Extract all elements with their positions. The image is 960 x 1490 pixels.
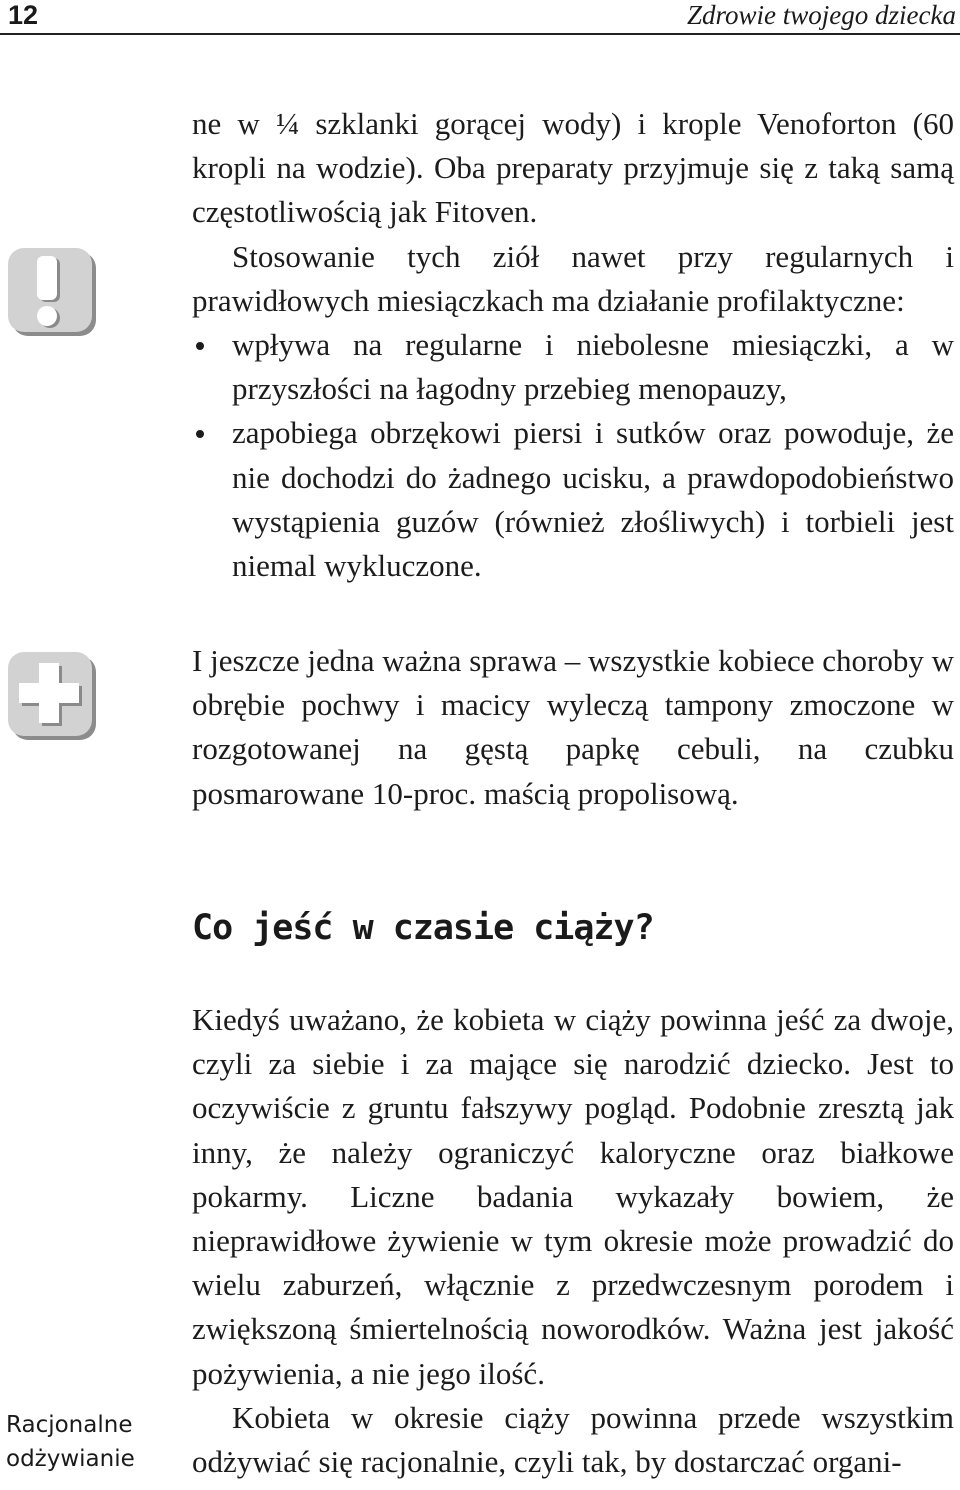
- list-item-text: zapobiega obrzękowi piersi i sutków oraz powoduje, że nie dochodzi do żadnego ucisku, a prawdopodobieństwo wystąpienia guzów (również złośliwych) i torbieli jest niemal wykluczone.: [232, 415, 954, 584]
- exclamation-icon: [6, 246, 94, 334]
- bullet-icon: [196, 430, 204, 438]
- text-block-2: [192, 639, 954, 816]
- header-rule: [0, 33, 960, 35]
- paragraph: I jeszcze jedna ważna sprawa – wszystkie kobiece choroby w obrębie pochwy i macicy wyleczą tampony zmoczone w rozgotowanej na gęstą papkę cebuli, na czubku posmarowane 10-proc. maścią propolisową.: [192, 643, 954, 811]
- list-item: [192, 411, 954, 588]
- list-item-text: wpływa na regularne i niebolesne miesiączki, a w przyszłości na łagodny przebieg menopauzy,: [232, 327, 954, 407]
- text-block-1: [192, 102, 954, 588]
- bullet-icon: [196, 342, 204, 350]
- running-title: Zdrowie twojego dziecka: [687, 0, 956, 30]
- paragraph: Stosowanie tych ziół nawet przy regularnych i prawidłowych miesiączkach ma działanie profilaktyczne:: [192, 238, 954, 318]
- section-heading: Co jeść w czasie ciąży?: [192, 908, 654, 948]
- plus-icon: [6, 650, 94, 738]
- margin-note: Racjonalne odżywianie: [6, 1412, 135, 1472]
- text-block-3: [192, 998, 954, 1484]
- list-item: [192, 323, 954, 411]
- page-number: 12: [8, 0, 39, 30]
- paragraph: ne w ¼ szklanki gorącej wody) i krople Venoforton (60 kropli na wodzie). Oba preparaty przyjmuje się z taką samą częstotliwością jak Fitoven.: [192, 106, 954, 230]
- page-header: [0, 0, 960, 36]
- bullet-list: [192, 323, 954, 588]
- paragraph: Kiedyś uważano, że kobieta w ciąży powinna jeść za dwoje, czyli za siebie i za mające się narodzić dziecko. Jest to oczywiście z gruntu fałszywy pogląd. Podobnie zresztą jak inny, że należy ograniczyć kaloryczne oraz białkowe pokarmy. Liczne badania wykazały bowiem, że nieprawidłowe żywienie w tym okresie może prowadzić do wielu zaburzeń, włącznie z przedwczesnym porodem i zwiększoną śmiertelnością noworodków. Ważna jest jakość pożywienia, a nie jego ilość.: [192, 1002, 954, 1391]
- paragraph: Kobieta w okresie ciąży powinna przede wszystkim odżywiać się racjonalnie, czyli tak, by dostarczać organi-: [192, 1399, 954, 1480]
